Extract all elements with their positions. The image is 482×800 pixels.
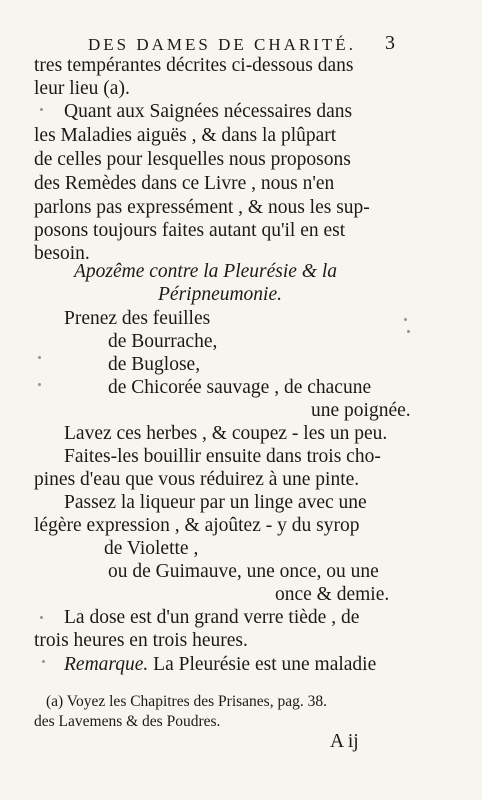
recipe-line: ou de Guimauve, une once, ou une [108, 561, 379, 582]
signature-mark: A ij [330, 731, 359, 752]
recipe-line: once & demie. [275, 584, 390, 605]
text-line: Quant aux Saignées nécessaires dans [64, 101, 353, 122]
recipe-line: trois heures en trois heures. [34, 630, 248, 651]
recipe-line: légère expression , & ajoûtez - y du syrop [34, 515, 360, 536]
section-title: Apozême contre la Pleurésie & la [74, 261, 338, 282]
text-line: parlons pas expressément , & nous les sup- [34, 197, 370, 218]
footnote-line: (a) Voyez les Chapitres des Prisanes, pag. 38. [46, 693, 327, 710]
text-line: les Maladies aiguës , & dans la plûpart [34, 125, 337, 146]
recipe-line: Passez la liqueur par un linge avec une [64, 492, 367, 513]
recipe-line: de Buglose, [108, 354, 201, 375]
recipe-line: Lavez ces herbes , & coupez - les un peu. [64, 423, 388, 444]
paper-speck [40, 616, 43, 619]
paper-speck [404, 318, 407, 321]
recipe-line: Faites-les bouillir ensuite dans trois cho- [64, 446, 381, 467]
recipe-line: pines d'eau que vous réduirez à une pinte. [34, 469, 360, 490]
section-title: Péripneumonie. [158, 284, 283, 305]
paper-speck [407, 330, 410, 333]
paper-speck [38, 356, 41, 359]
footnote-line: des Lavemens & des Poudres. [34, 713, 221, 730]
text-line: besoin. [34, 243, 90, 264]
text-line: leur lieu (a). [34, 78, 130, 99]
remark-text: La Pleurésie est une maladie [153, 654, 377, 675]
running-title: DES DAMES DE CHARITÉ. [88, 35, 356, 54]
paper-speck [38, 383, 41, 386]
recipe-line: Prenez des feuilles [64, 308, 211, 329]
recipe-line: La dose est d'un grand verre tiède , de [64, 607, 360, 628]
text-line: posons toujours faites autant qu'il en est [34, 220, 346, 241]
text-line: des Remèdes dans ce Livre , nous n'en [34, 173, 335, 194]
paper-speck [40, 108, 43, 111]
text-line: tres tempérantes décrites ci-dessous dans [34, 55, 354, 76]
remark-line [64, 653, 376, 677]
paper-speck [42, 660, 45, 663]
text-line: de celles pour lesquelles nous proposons [34, 149, 351, 170]
recipe-line: de Chicorée sauvage , de chacune [108, 377, 372, 398]
page-number: 3 [385, 32, 395, 54]
remark-label: Remarque. [64, 654, 149, 675]
recipe-line: une poignée. [311, 400, 411, 421]
recipe-line: de Bourrache, [108, 331, 218, 352]
recipe-line: de Violette , [104, 538, 199, 559]
